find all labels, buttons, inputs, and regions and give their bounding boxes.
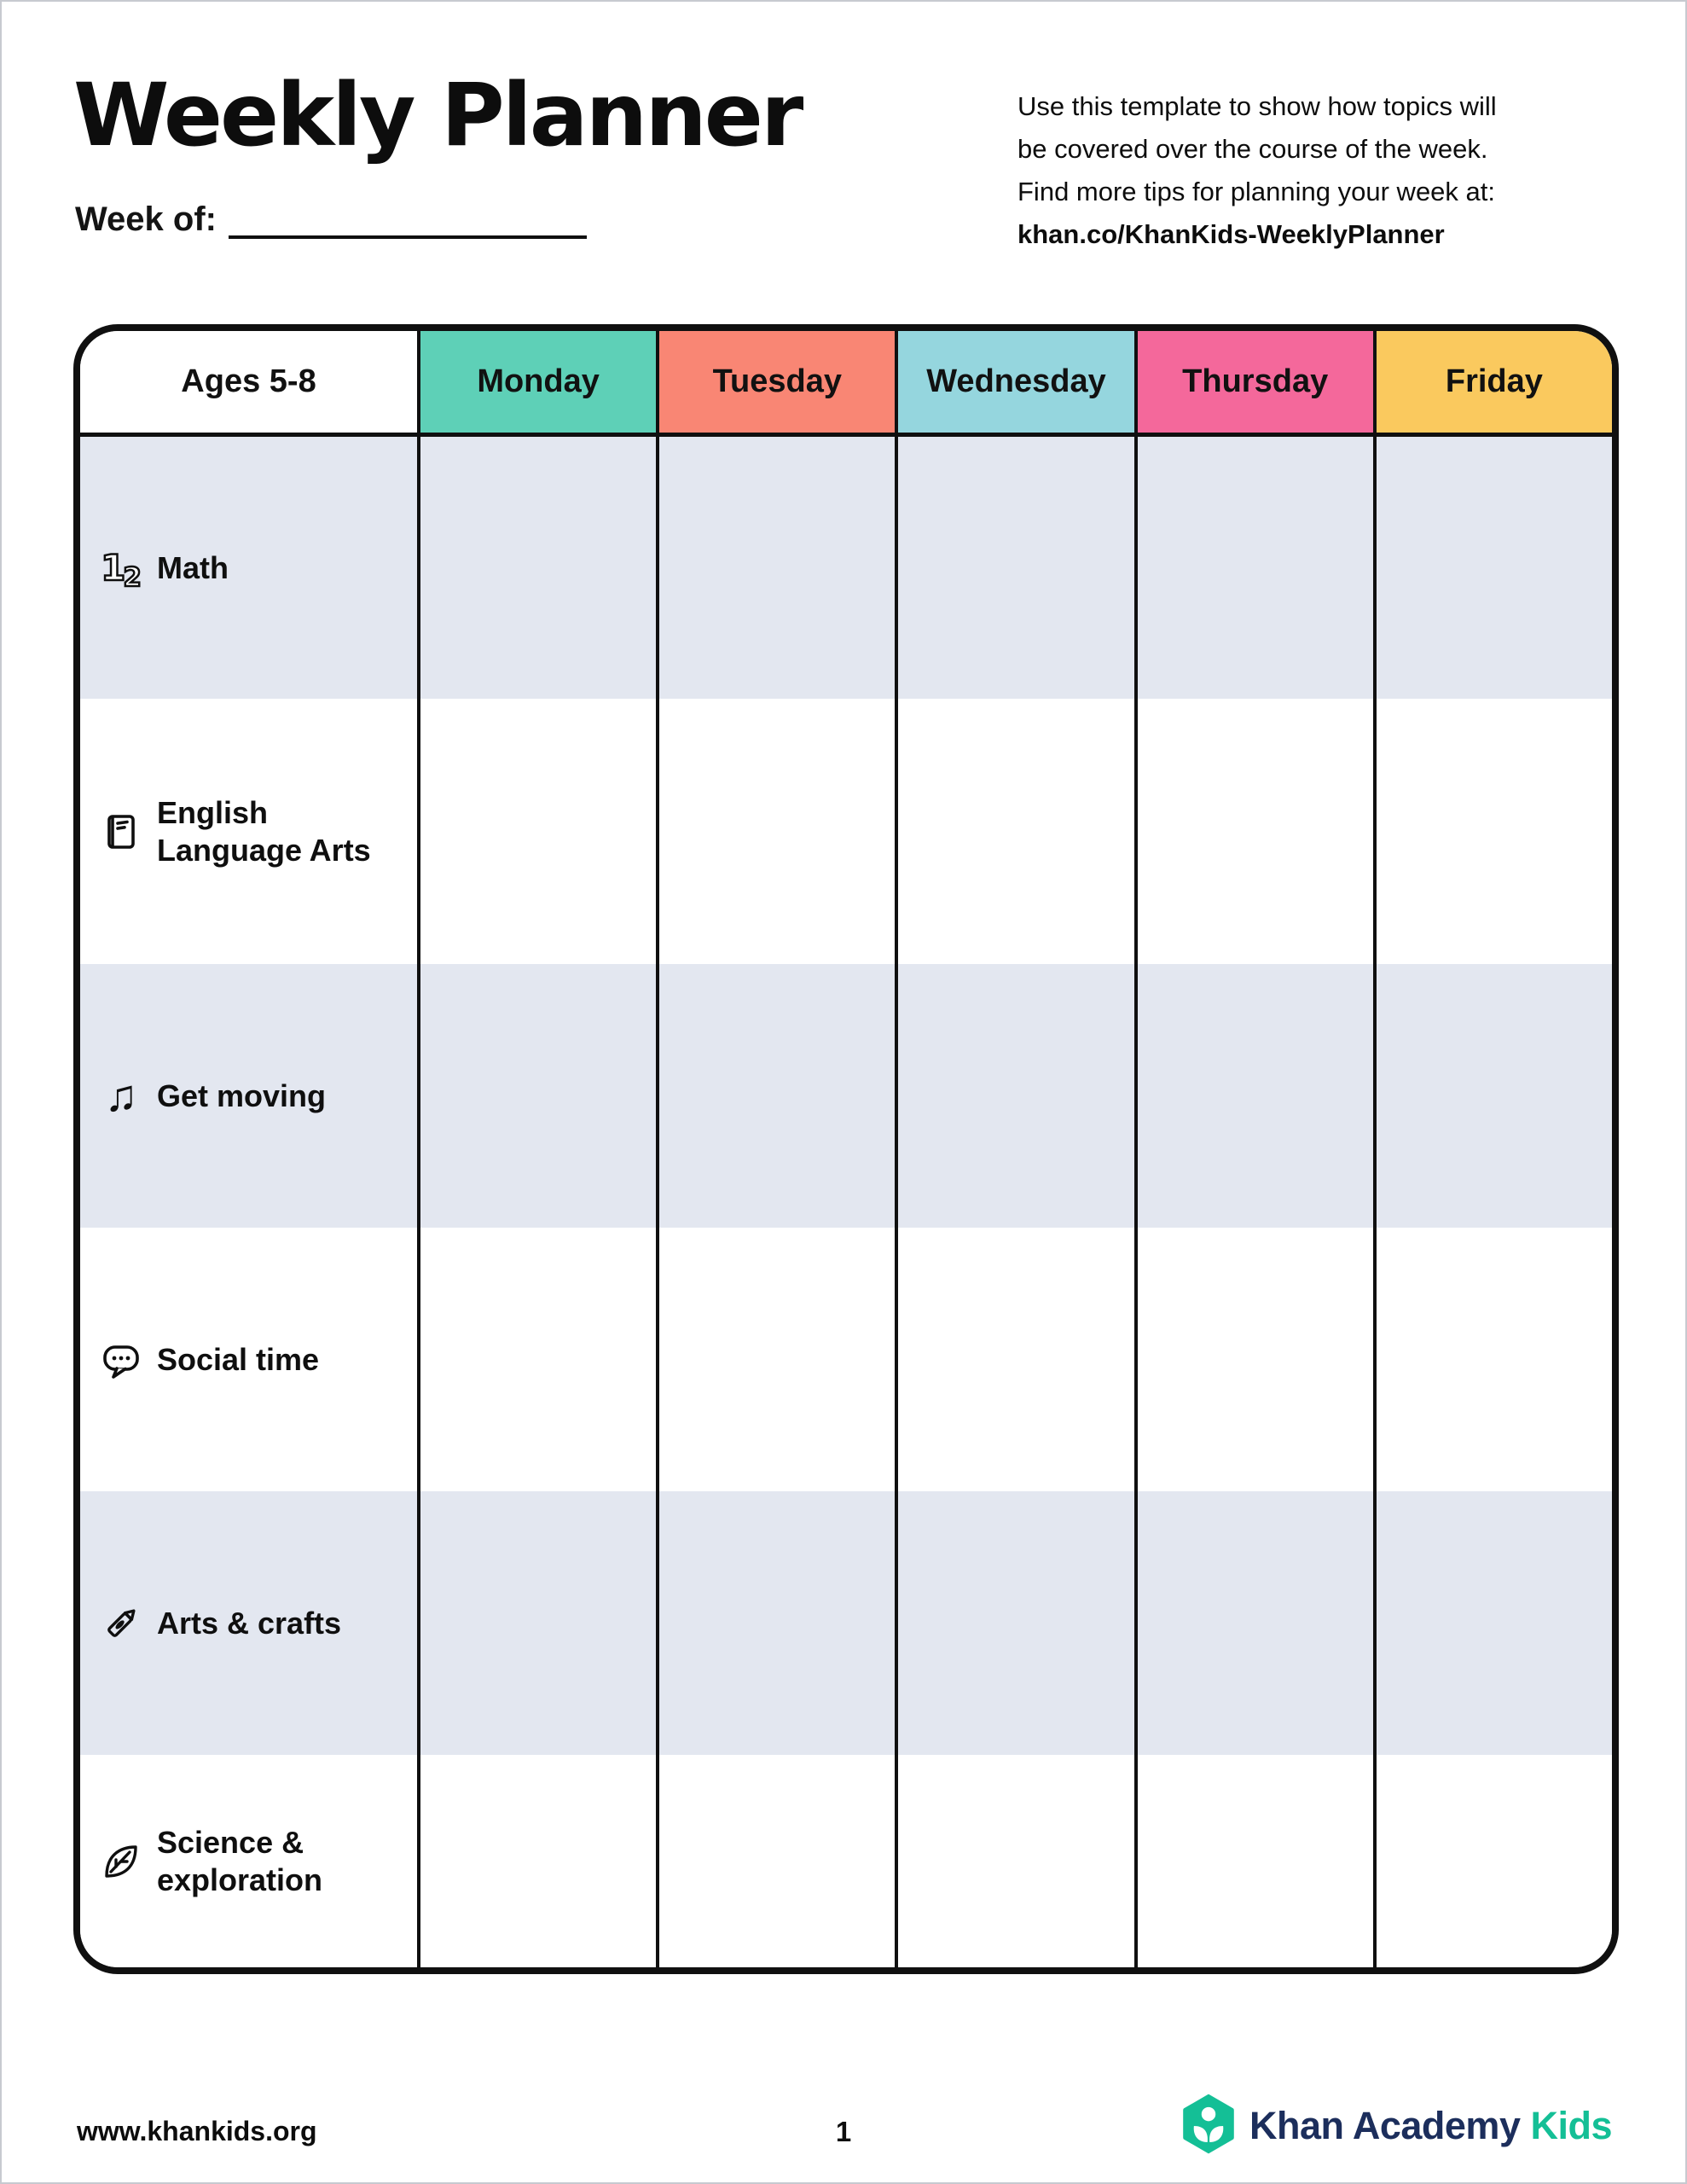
subject-label-text: exploration — [157, 1862, 323, 1897]
logo-suffix-text: Kids — [1530, 2104, 1612, 2147]
subject-label-arts-crafts — [80, 1491, 417, 1755]
planner-cell — [895, 437, 1133, 699]
subject-label-text: Language Arts — [157, 832, 371, 868]
planner-cell — [656, 964, 895, 1228]
subject-label-text: Arts & crafts — [157, 1605, 342, 1641]
corner-header-ages: Ages 5-8 — [80, 331, 417, 437]
intro-line: Use this template to show how topics will — [1017, 91, 1497, 121]
subject-label-text: Math — [157, 549, 229, 585]
planner-cell — [417, 1491, 656, 1755]
page-number: 1 — [835, 2116, 852, 2147]
day-header-tuesday: Tuesday — [656, 331, 895, 437]
subject-label-text: Social time — [157, 1341, 320, 1377]
subject-label-science-exploration — [80, 1755, 417, 1967]
planner-cell — [1134, 964, 1373, 1228]
planner-cell — [895, 964, 1133, 1228]
intro-paragraph — [1017, 85, 1632, 256]
day-header-friday: Friday — [1373, 331, 1612, 437]
logo-brand-text: Khan Academy — [1249, 2104, 1521, 2147]
week-of-label: Week of: — [75, 200, 217, 238]
page-title: Weekly Planner — [73, 65, 802, 166]
day-header-thursday: Thursday — [1134, 331, 1373, 437]
planner-cell — [656, 699, 895, 964]
planner-cell — [417, 699, 656, 964]
crayon-icon — [99, 1601, 143, 1646]
intro-line: Find more tips for planning your week at: — [1017, 177, 1495, 206]
week-of-blank-line[interactable] — [229, 200, 587, 239]
planner-cell — [1134, 1491, 1373, 1755]
subject-label-social-time — [80, 1228, 417, 1491]
day-header-wednesday: Wednesday — [895, 331, 1133, 437]
khan-kids-hexagon-icon — [1181, 2094, 1236, 2158]
planner-cell — [1134, 699, 1373, 964]
planner-cell — [1373, 1491, 1612, 1755]
hexagon-shape — [1183, 2094, 1234, 2154]
day-header-monday: Monday — [417, 331, 656, 437]
khan-academy-kids-logo — [1181, 2094, 1612, 2158]
planner-cell — [1134, 1755, 1373, 1967]
planner-cell — [895, 699, 1133, 964]
planner-cell — [417, 1228, 656, 1491]
planner-table — [73, 324, 1619, 1974]
subject-label-text: English — [157, 794, 269, 830]
subject-label-english-language-arts — [80, 699, 417, 964]
planner-cell — [895, 1228, 1133, 1491]
subject-label-text: Get moving — [157, 1077, 327, 1113]
intro-line: be covered over the course of the week. — [1017, 134, 1488, 164]
planner-cell — [417, 1755, 656, 1967]
numbers-12-icon: 1 2 — [101, 546, 142, 593]
intro-link[interactable]: khan.co/KhanKids-WeeklyPlanner — [1017, 219, 1445, 249]
subject-label-get-moving — [80, 964, 417, 1228]
notebook-icon — [99, 810, 143, 854]
planner-cell — [656, 1228, 895, 1491]
subject-label-text: Science & — [157, 1824, 304, 1860]
footer-website-link[interactable]: www.khankids.org — [77, 2116, 317, 2146]
planner-cell — [1134, 437, 1373, 699]
planner-cell — [417, 437, 656, 699]
planner-cell — [1373, 437, 1612, 699]
planner-cell — [1373, 1228, 1612, 1491]
planner-cell — [1373, 964, 1612, 1228]
subject-label-math — [80, 437, 417, 699]
planner-cell — [1373, 1755, 1612, 1967]
planner-cell — [895, 1755, 1133, 1967]
leaf-icon — [99, 1839, 143, 1884]
planner-cell — [1134, 1228, 1373, 1491]
planner-cell — [656, 1491, 895, 1755]
week-of-row — [75, 200, 587, 239]
planner-cell — [1373, 699, 1612, 964]
music-notes-icon: ♫ — [104, 1071, 138, 1121]
planner-cell — [895, 1491, 1133, 1755]
planner-cell — [656, 437, 895, 699]
planner-cell — [417, 964, 656, 1228]
planner-cell — [656, 1755, 895, 1967]
speech-bubble-icon — [99, 1338, 143, 1382]
